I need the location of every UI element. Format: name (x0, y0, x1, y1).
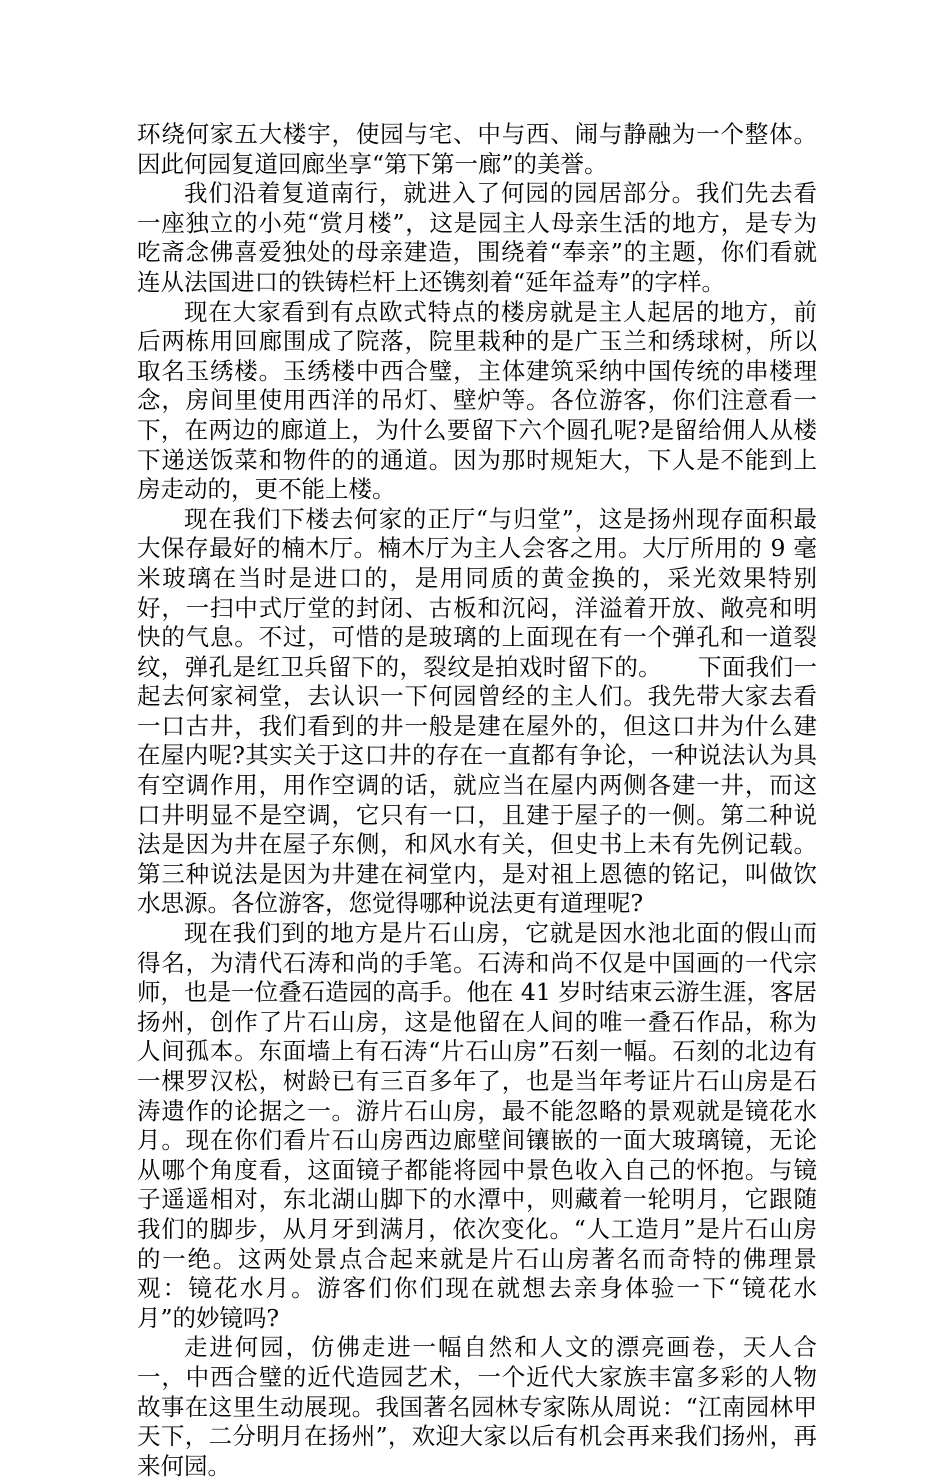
paragraph-5: 现在我们到的地方是片石山房，它就是因水池北面的假山而得名，为清代石涛和尚的手笔。石涛和尚不仅是中国画的一代宗师，也是一位叠石造园的高手。他在 41 岁时结束云游生涯，客居扬州，创作了片石山房，这是他留在人间的唯一叠石作品，称为人间孤本。东面墙上有石涛“片石山房”石刻一幅。石刻的北边有一棵罗汉松，树龄已有三百多年了，也是当年考证片石山房是石涛遗作的论据之一。游片石山房，最不能忽略的景观就是镜花水月。现在你们看片石山房西边廊壁间镶嵌的一面大玻璃镜，无论从哪个角度看，这面镜子都能将园中景色收入自己的怀抱。与镜子遥遥相对，东北湖山脚下的水潭中，则藏着一轮明月，它跟随我们的脚步，从月牙到满月，依次变化。“人工造月”是片石山房的一绝。这两处景点合起来就是片石山房著名而奇特的佛理景观：镜花水月。游客们你们现在就想去亲身体验一下“镜花水月”的妙镜吗? (137, 919, 817, 1332)
paragraph-6: 走进何园，仿佛走进一幅自然和人文的漂亮画卷，天人合一，中西合璧的近代造园艺术，一个近代大家族丰富多彩的人物故事在这里生动展现。我国著名园林专家陈从周说：“江南园林甲天下，二分明月在扬州”，欢迎大家以后有机会再来我们扬州，再来何园。 (137, 1333, 817, 1480)
paragraph-3: 现在大家看到有点欧式特点的楼房就是主人起居的地方，前后两栋用回廊围成了院落，院里栽种的是广玉兰和绣球树，所以取名玉绣楼。玉绣楼中西合璧，主体建筑采纳中国传统的串楼理念，房间里使用西洋的吊灯、壁炉等。各位游客，你们注意看一下，在两边的廊道上，为什么要留下六个圆孔呢?是留给佣人从楼下递送饭菜和物件的的通道。因为那时规矩大，下人是不能到上房走动的，更不能上楼。 (137, 297, 817, 504)
paragraph-2: 我们沿着复道南行，就进入了何园的园居部分。我们先去看一座独立的小苑“赏月楼”，这是园主人母亲生活的地方，是专为吃斋念佛喜爱独处的母亲建造，围绕着“奉亲”的主题，你们看就连从法国进口的铁铸栏杆上还镌刻着“延年益寿”的字样。 (137, 179, 817, 296)
paragraph-4: 现在我们下楼去何家的正厅“与归堂”，这是扬州现存面积最大保存最好的楠木厅。楠木厅为主人会客之用。大厅所用的 9 毫米玻璃在当时是进口的，是用同质的黄金换的，采光效果特别好，一扫中式厅堂的封闭、古板和沉闷，洋溢着开放、敞亮和明快的气息。不过，可惜的是玻璃的上面现在有一个弹孔和一道裂纹，弹孔是红卫兵留下的，裂纹是拍戏时留下的。 下面我们一起去何家祠堂，去认识一下何园曾经的主人们。我先带大家去看一口古井，我们看到的井一般是建在屋外的，但这口井为什么建在屋内呢?其实关于这口井的存在一直都有争论，一种说法认为具有空调作用，用作空调的话，就应当在屋内两侧各建一井，而这口井明显不是空调，它只有一口，且建于屋子的一侧。第二种说法是因为井在屋子东侧，和风水有关，但史书上未有先例记载。第三种说法是因为井建在祠堂内，是对祖上恩德的铭记，叫做饮水思源。各位游客，您觉得哪种说法更有道理呢? (137, 504, 817, 918)
paragraph-1: 环绕何家五大楼宇，使园与宅、中与西、闹与静融为一个整体。因此何园复道回廊坐享“第下第一廊”的美誉。 (137, 120, 817, 178)
document-body (137, 120, 817, 1481)
